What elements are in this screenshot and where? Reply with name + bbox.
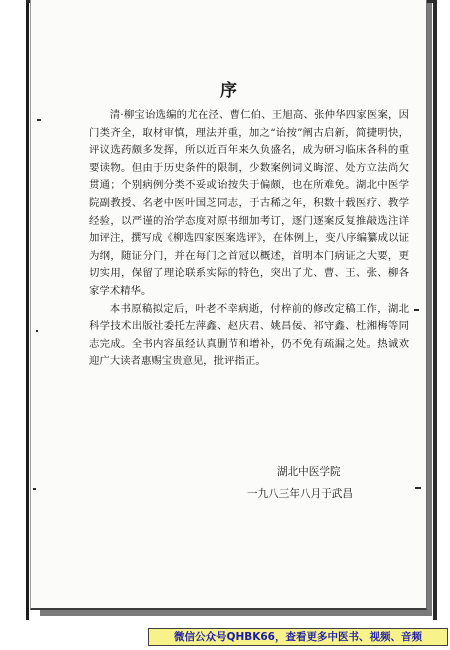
signature-organization: 湖北中医学院 bbox=[277, 466, 341, 478]
scan-speck bbox=[36, 330, 38, 332]
signature-block bbox=[241, 461, 391, 505]
scan-edge-right bbox=[433, 0, 437, 620]
scan-speck bbox=[37, 119, 41, 121]
preface-body bbox=[89, 107, 409, 371]
preface-paragraph-2: 本书原稿拟定后，叶老不幸病逝，付梓前的修改定稿工作，湖北科学技术出版社委托左萍鑫、赵庆君、姚昌佞、祁守鑫、杜湘梅等同志完成。全书内容虽经认真删节和增补，仍不免有疏漏之处。热诚欢迎广大读者惠赐宝贵意见，批评指正。 bbox=[89, 302, 409, 368]
scan-speck bbox=[33, 488, 36, 490]
watermark-banner: 微信公众号QHBK66，查看更多中医书、视频、音频 bbox=[148, 628, 448, 646]
scan-edge-left bbox=[26, 0, 29, 620]
page-title: 序 bbox=[220, 81, 239, 101]
signature-date: 一九八三年八月于武昌 bbox=[247, 488, 353, 500]
scanned-page bbox=[30, 0, 427, 610]
preface-paragraph-1: 清·柳宝诒选编的尤在泾、曹仁伯、王旭高、张仲华四家医案，因门类齐全，取材审慎，理法并重，加之“诒按”阐古启新，简捷明快，评议选药颇多发挥，所以近百年来久负盛名，成为研习临床各科的重要读物。但由于历史条件的限制，少数案例词义晦涩、处方立法尚欠贯通；个别病例分类不妥或诒按失于偏颇，也在所难免。湖北中医学院副教授、名老中医叶国芝同志，于古稀之年，积数十载医疗、教学经验，以严谨的治学态度对原书细加考订，逐门逐案反复推敲选注详加评注，撰写成《柳选四家医案选评》，在体例上，变八序编纂成以证为纲，随证分门，并在每门之首冠以概述，首明本门病证之大要，更切实用，保留了理论联系实际的特色，突出了尤、曹、王、张、柳各家学术精华。 bbox=[89, 109, 409, 297]
scan-speck bbox=[415, 487, 421, 489]
scan-speck bbox=[414, 309, 419, 311]
